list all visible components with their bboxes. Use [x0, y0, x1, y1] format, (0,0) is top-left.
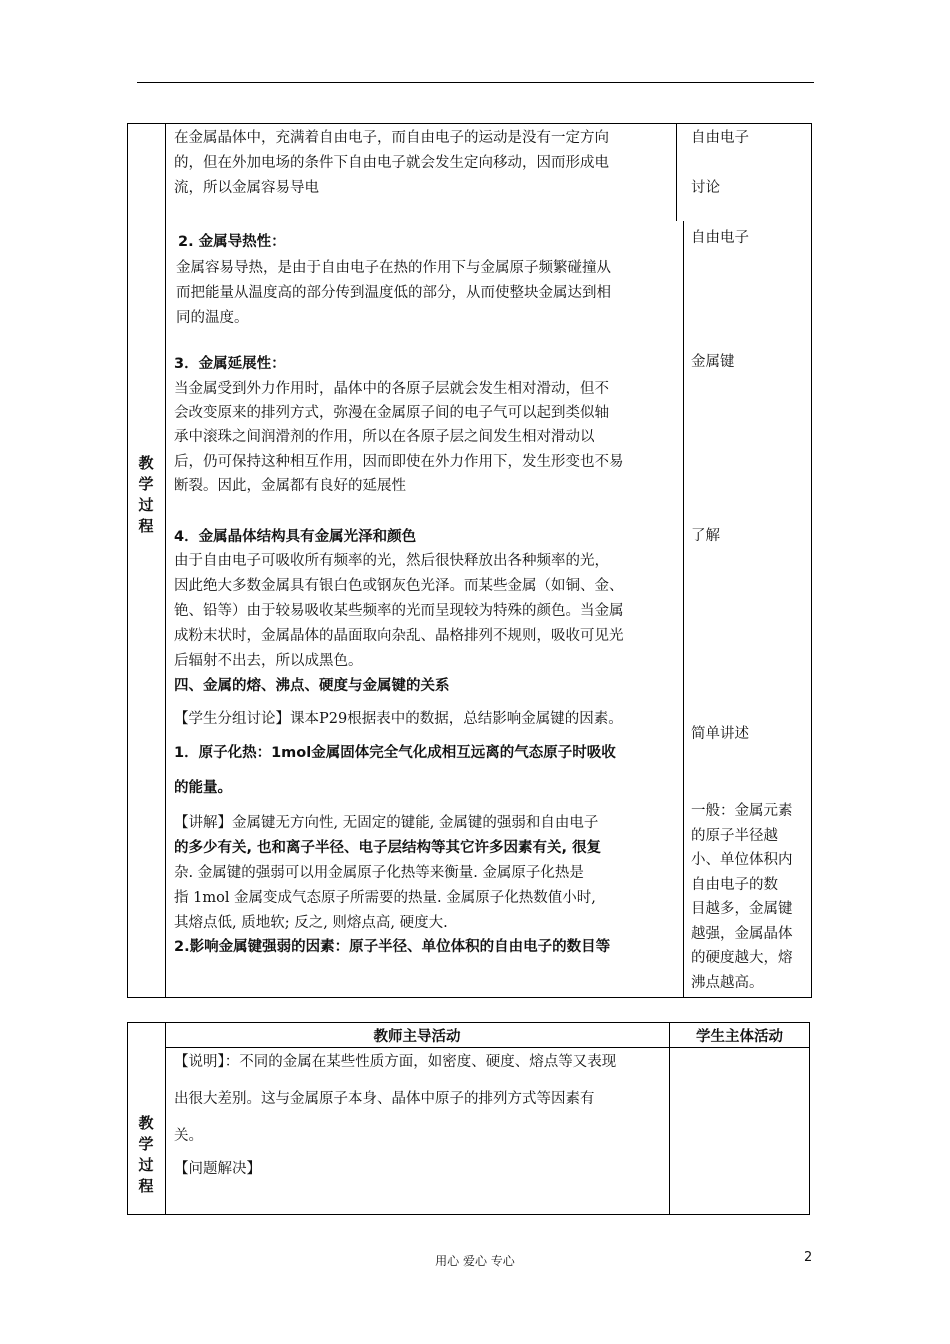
text-line: 2.影响金属键强弱的因素：原子半径、单位体积的自由电子的数目等: [174, 939, 611, 955]
text-line: 【学生分组讨论】课本P29根据表中的数据，总结影响金属键的因素。: [174, 711, 623, 727]
header-teacher-activity: 教师主导活动: [373, 1029, 461, 1045]
section-heading: 四、金属的熔、沸点、硬度与金属键的关系: [174, 678, 450, 694]
note: 简单讲述: [691, 726, 749, 742]
header-rule: [137, 82, 814, 83]
note: 沸点越高。: [691, 975, 764, 991]
text-line: 【说明】：不同的金属在某些性质方面，如密度、硬度、熔点等又表现: [174, 1054, 617, 1070]
note: 金属键: [691, 354, 735, 370]
side-label-2: 教 学 过 程: [138, 1114, 154, 1195]
text-line: 出很大差别。这与金属原子本身、晶体中原子的排列方式等因素有: [174, 1091, 595, 1107]
note: 一般：金属元素: [691, 803, 793, 819]
footer-motto: 用心 爱心 专心: [435, 1254, 515, 1268]
section-heading: 2. 金属导热性：: [178, 234, 286, 250]
note: 自由电子: [691, 230, 749, 246]
text-line: 成粉末状时，金属晶体的晶面取向杂乱、晶格排列不规则，吸收可见光: [174, 628, 624, 644]
text-line: 后辐射不出去，所以成黑色。: [174, 653, 363, 669]
text-line: 其熔点低, 质地软; 反之, 则熔点高, 硬度大.: [174, 915, 448, 931]
side-label-1: 教 学 过 程: [138, 454, 154, 535]
text-line: 后，仍可保持这种相互作用，因而即使在外力作用下，发生形变也不易: [174, 454, 624, 470]
text-line: 的多少有关, 也和离子半径、电子层结构等其它许多因素有关, 很复: [174, 840, 602, 856]
text-line: 而把能量从温度高的部分传到温度低的部分，从而使整块金属达到相: [176, 285, 611, 301]
note: 自由电子的数: [691, 877, 778, 893]
section-heading: 3．金属延展性：: [174, 356, 286, 372]
note: 自由电子: [691, 130, 749, 146]
text-line: 承中滚珠之间润滑剂的作用，所以在各原子层之间发生相对滑动以: [174, 429, 595, 445]
text-line: 指 1mol 金属变成气态原子所需要的热量. 金属原子化热数值小时,: [174, 890, 596, 906]
text-line: 当金属受到外力作用时，晶体中的各原子层就会发生相对滑动，但不: [174, 381, 609, 397]
note: 的原子半径越: [691, 828, 778, 844]
text-line: 会改变原来的排列方式，弥漫在金属原子间的电子气可以起到类似轴: [174, 405, 609, 421]
text-line: 流，所以金属容易导电: [174, 180, 319, 196]
text-line: 的能量。: [174, 780, 232, 796]
text-line: 因此绝大多数金属具有银白色或钢灰色光泽。而某些金属（如铜、金、: [174, 578, 624, 594]
text-line: 铯、铅等）由于较易吸收某些频率的光而呈现较为特殊的颜色。当金属: [174, 603, 624, 619]
note: 目越多，金属键: [691, 901, 793, 917]
text-line: 【问题解决】: [174, 1161, 261, 1177]
page-number: 2: [804, 1250, 813, 1265]
note: 了解: [691, 528, 720, 544]
text-line: 关。: [174, 1128, 203, 1144]
note: 越强，金属晶体: [691, 926, 793, 942]
note: 的硬度越大，熔: [691, 950, 793, 966]
text-line: 在金属晶体中，充满着自由电子，而自由电子的运动是没有一定方向: [174, 130, 609, 146]
text-line: 1．原子化热：1mol金属固体完全气化成相互远离的气态原子时吸收: [174, 745, 616, 761]
section-heading: 4．金属晶体结构具有金属光泽和颜色: [174, 529, 417, 545]
text-line: 由于自由电子可吸收所有频率的光，然后很快释放出各种频率的光，: [174, 553, 609, 569]
text-line: 的，但在外加电场的条件下自由电子就会发生定向移动，因而形成电: [174, 155, 609, 171]
text-line: 杂. 金属键的强弱可以用金属原子化热等来衡量. 金属原子化热是: [174, 865, 584, 881]
text-line: 同的温度。: [176, 310, 249, 326]
text-line: 金属容易导热，是由于自由电子在热的作用下与金属原子频繁碰撞从: [176, 260, 611, 276]
note: 讨论: [691, 180, 720, 196]
header-student-activity: 学生主体活动: [696, 1029, 783, 1045]
note: 小、单位体积内: [691, 852, 793, 868]
text-line: 【讲解】金属键无方向性, 无固定的键能, 金属键的强弱和自由电子: [174, 815, 599, 831]
text-line: 断裂。因此，金属都有良好的延展性: [174, 478, 406, 494]
